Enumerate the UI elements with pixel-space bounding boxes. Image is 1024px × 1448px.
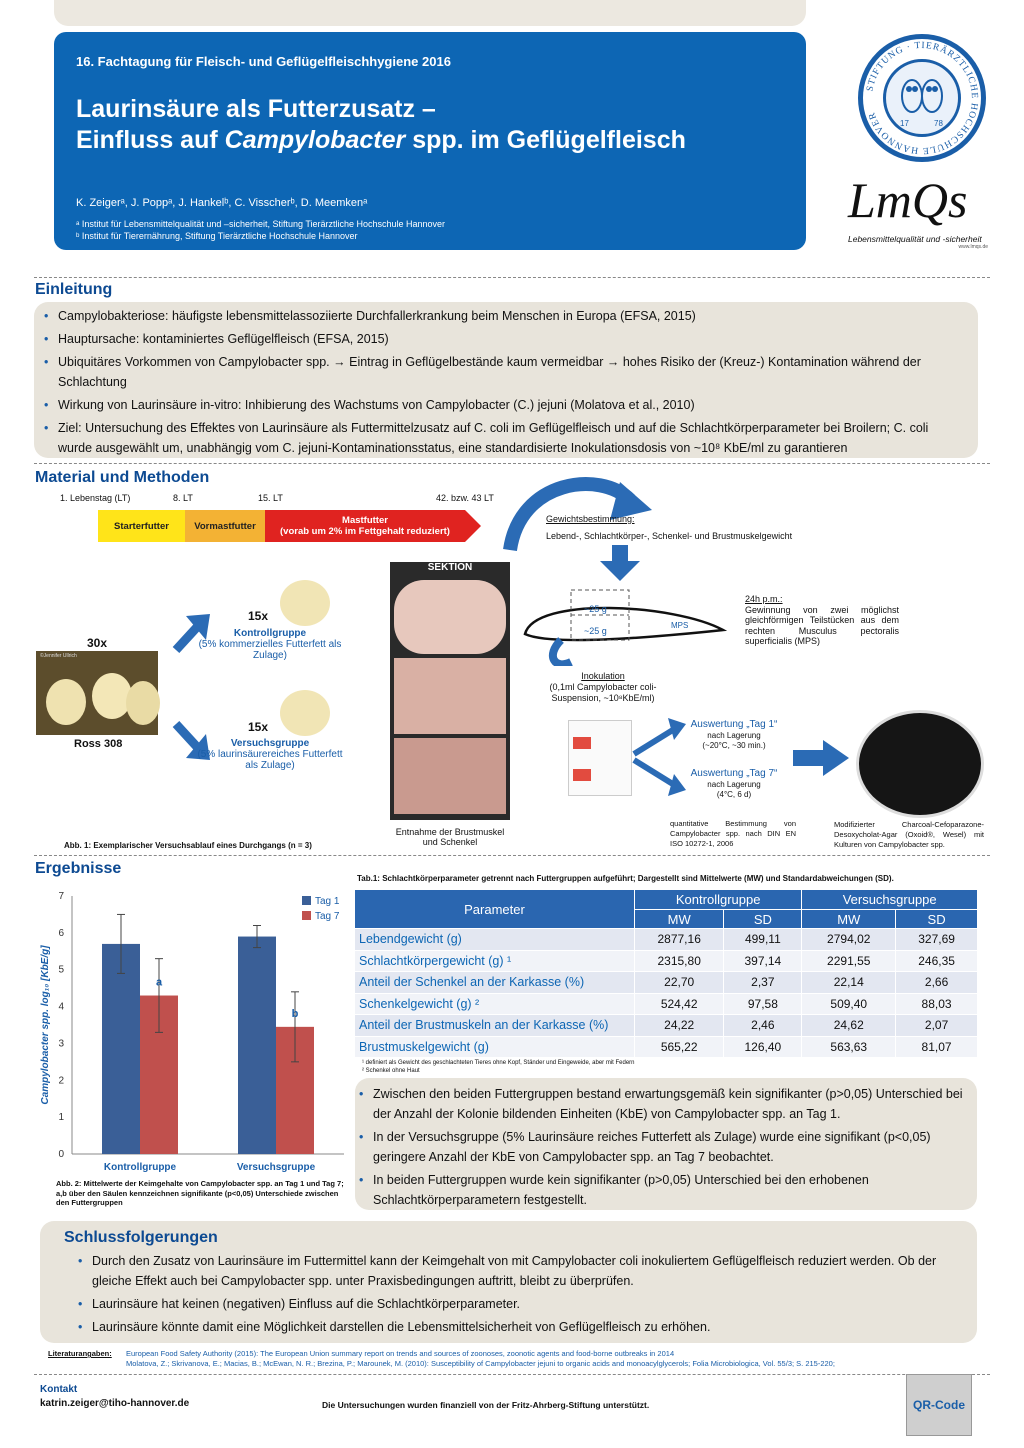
arrow-head-icon — [465, 510, 481, 542]
figure2-caption: Abb. 2: Mittelwerte der Keimgehalte von Campylobacter spp. an Tag 1 und Tag 7; a,b über den Säulen kennzeichnen signifikante (p<0,05) Unterschiede zwischen den Futtergruppen — [56, 1179, 344, 1207]
agar-plate — [856, 710, 984, 818]
y-tick-label: 0 — [58, 1149, 64, 1160]
table-header: Kontrollgruppe — [635, 890, 802, 910]
poster-header — [54, 32, 806, 250]
einleitung-box — [34, 302, 978, 458]
right-arrow-icon — [793, 740, 849, 776]
legend-swatch — [302, 911, 311, 920]
qr-code[interactable]: QR-Code — [906, 1374, 972, 1436]
list-item: • Zwischen den beiden Futtergruppen bestand erwartungsgemäß kein signifikanter (p>0,05) Unterschied bei der Anzahl der Kolonie bildenden Einheiten (KbE) von Campylobacter spp. an Tag 1. — [357, 1084, 963, 1124]
section-schluss: Schlussfolgerungen — [64, 1229, 218, 1246]
tiho-seal-logo — [858, 34, 986, 162]
y-tick-label: 3 — [58, 1038, 64, 1050]
phase-vormast: Vormastfutter — [185, 510, 265, 542]
significance-label: a — [155, 976, 163, 989]
timeline-label: 1. Lebenstag (LT) — [60, 493, 131, 503]
y-tick-label: 5 — [58, 964, 64, 976]
phase-starter: Starterfutter — [98, 510, 185, 542]
y-tick-label: 6 — [58, 927, 64, 939]
owl-icon — [886, 62, 958, 134]
table-row: Anteil der Schenkel an der Karkasse (%) 22,70 2,37 22,14 2,66 — [355, 972, 978, 994]
category-label: Kontrollgruppe — [103, 1162, 177, 1173]
list-item: • Durch den Zusatz von Laurinsäure im Futtermittel kann der Keimgehalt von mit Campylobacter coli inokuliertem Geflügelfleisch reduziert werden. Ob der gleiche Effekt auch bei Campylobacter spp. unter Praxisbedingungen auftritt, bleibt zu überprüfen. — [76, 1251, 963, 1291]
legend-swatch — [302, 896, 311, 905]
chick-image — [280, 690, 330, 736]
y-tick-label: 2 — [58, 1075, 64, 1087]
list-item: • Campylobakteriose: häufigste lebensmittelassoziierte Durchfallerkrankung beim Menschen in Europa (EFSA, 2015) — [42, 306, 964, 326]
section-methoden: Material und Methoden — [35, 469, 210, 486]
kontrollgruppe-label: Kontrollgruppe (5% kommerzielles Futterfett als Zulage) — [198, 628, 342, 661]
contact-label: Kontakt — [40, 1384, 78, 1395]
list-item: • Laurinsäure könnte damit eine Möglichkeit darstellen die Lebensmittelsicherheit von Geflügelfleisch zu erhöhen. — [76, 1317, 963, 1337]
table-row: Brustmuskelgewicht (g) 565,22 126,40 563,63 81,07 — [355, 1036, 978, 1058]
bar — [238, 937, 276, 1154]
legend-label: Tag 1 — [315, 896, 340, 907]
lmqs-logo: LmQs Lebensmittelqualität und -sicherheit www.lmqs.de — [848, 172, 988, 250]
svg-text:STIFTUNG · TIERÄRZTLICHE HOCHS: STIFTUNG · TIERÄRZTLICHE HOCHSCHULE HANNOVER — [865, 40, 980, 156]
table-row: Lebendgewicht (g) 2877,16 499,11 2794,02 327,69 — [355, 929, 978, 951]
tag7-note: Auswertung „Tag 7“ nach Lagerung (4°C, 6 d) — [690, 768, 778, 799]
ergebnisse-box — [355, 1078, 977, 1210]
conference-name: 16. Fachtagung für Fleisch- und Geflügelfleischhygiene 2016 — [76, 54, 451, 69]
list-item: • In beiden Futtergruppen wurde kein signifikanter (p>0,05) Unterschied bei den erhobenen Schlachtkörperparametern festgestellt. — [357, 1170, 963, 1210]
y-axis-title: Campylobacter spp. log₁₀ [KbE/g] — [40, 945, 51, 1105]
timeline-label: 8. LT — [173, 493, 193, 503]
chick-image — [280, 580, 330, 626]
pm-note: 24h p.m.: Gewinnung von zwei möglichst gleichförmigen Teilstücken aus dem rechten Musculus pectoralis superficialis (MPS) — [745, 594, 899, 646]
list-item: • In der Versuchsgruppe (5% Laurinsäure reiches Futterfett als Zulage) wurde eine signifikant (p<0,05) geringere Anzahl der KbE von Campylobacter spp. an Tag 7 beobachtet. — [357, 1127, 963, 1167]
authors: K. Zeigerᵃ, J. Poppᵃ, J. Hankelᵇ, C. Visscherᵇ, D. Meemkenᵃ — [76, 197, 368, 209]
bar — [102, 944, 140, 1154]
table-header: Versuchsgruppe — [802, 890, 978, 910]
significance-label: b — [291, 1007, 299, 1020]
feeding-timeline — [98, 510, 481, 542]
section-einleitung: Einleitung — [35, 281, 113, 298]
table-header: Parameter — [355, 890, 635, 929]
contact-email[interactable]: katrin.zeiger@tiho-hannover.de — [40, 1398, 190, 1409]
curved-arrow-icon — [480, 470, 680, 580]
inokulation-note: Inokulation (0,1ml Campylobacter coli-Suspension, ~10⁸KbE/ml) — [549, 671, 657, 703]
category-label: Versuchsgruppe — [236, 1162, 316, 1173]
poster-title: Laurinsäure als Futterzusatz – Einfluss auf Campylobacter spp. im Geflügelfleisch — [76, 95, 686, 154]
chicks-photo: ©Jennifer Ullrich — [36, 651, 158, 735]
y-tick-label: 7 — [58, 891, 64, 902]
schluss-box — [40, 1221, 977, 1343]
legend-label: Tag 7 — [315, 911, 340, 922]
split-arrows-icon — [632, 714, 686, 800]
table-footnotes: ¹ definiert als Gewicht des geschlachteten Tieres ohne Kopf, Ständer und Eingeweide, aber mit Federn ² Schenkel ohne Haut — [362, 1060, 635, 1074]
muscle-diagram — [515, 586, 730, 666]
figure1-caption: Abb. 1: Exemplarischer Versuchsablauf eines Durchgangs (n = 3) — [64, 841, 312, 850]
phase-mast: Mastfutter (vorab um 2% im Fettgehalt reduziert) — [265, 510, 465, 542]
list-item: • Laurinsäure hat keinen (negativen) Einfluss auf die Schlachtkörperparameter. — [76, 1294, 963, 1314]
y-tick-label: 1 — [58, 1112, 64, 1124]
list-item: • Wirkung von Laurinsäure in-vitro: Inhibierung des Wachstums von Campylobacter (C.) jejuni (Molatova et al., 2010) — [42, 395, 964, 415]
timeline-label: 15. LT — [258, 493, 283, 503]
table-row: Schenkelgewicht (g) ² 524,42 97,58 509,40 88,03 — [355, 993, 978, 1015]
section-ergebnisse: Ergebnisse — [35, 860, 122, 877]
campylobacter-bar-chart — [34, 884, 354, 1176]
carcass-table: Parameter Kontrollgruppe Versuchsgruppe MW SD MW SD Lebendgewicht (g) 2877,16 499,11 2794,02 327,69 Schlachtkörpergewicht (g) ¹ 2315,80 397,14 2291,55 246,35 Anteil der Schenkel an der Karkasse (%) 22,70 2,37 22,14 2,66 Schenkelgewicht (g) ² 524,42 97,58 509,40 88,03 Anteil der Brustmuskeln an der Karkasse (%) 24,22 2,46 24,62 2,07 Brustmuskelgewicht (g) 565,22 126,40 563,63 81,07 — [354, 889, 978, 1058]
sample-tubes — [568, 720, 632, 796]
svg-text:17: 17 — [900, 119, 909, 128]
einleitung-list — [34, 302, 978, 458]
top-bar — [54, 0, 806, 26]
list-item: • Ubiquitäres Vorkommen von Campylobacter spp. → Eintrag in Geflügelbestände kaum vermeidbar → hohes Risiko der (Kreuz-) Kontamination während der Schlachtung — [42, 352, 964, 392]
tag1-note: Auswertung „Tag 1“ nach Lagerung (~20°C, ~30 min.) — [690, 719, 778, 750]
y-tick-label: 4 — [58, 1001, 64, 1013]
table-caption: Tab.1: Schlachtkörperparameter getrennt nach Futtergruppen aufgeführt; Dargestellt sind Mittelwerte (MW) und Standardabweichungen (SD). — [357, 874, 894, 883]
timeline-label: 42. bzw. 43 LT — [436, 493, 494, 503]
sektion-photos: SEKTION — [390, 562, 510, 820]
table-row: Anteil der Brustmuskeln an der Karkasse (%) 24,22 2,46 24,62 2,07 — [355, 1015, 978, 1037]
versuchsgruppe-label: Versuchsgruppe (5% laurinsäurereiches Futterfett als Zulage) — [197, 738, 343, 771]
down-arrow-icon — [600, 545, 640, 581]
list-item: • Hauptursache: kontaminiertes Geflügelfleisch (EFSA, 2015) — [42, 329, 964, 349]
affiliations: ᵃ Institut für Lebensmittelqualität und –sicherheit, Stiftung Tierärztliche Hochschule Hannover ᵇ Institut für Tierernährung, Stiftung Tierärztliche Hochschule Hannover — [76, 219, 446, 241]
table-row: Schlachtkörpergewicht (g) ¹ 2315,80 397,14 2291,55 246,35 — [355, 950, 978, 972]
references: Literaturangaben: European Food Safety Authority (2015): The European Union summary report on trends and sources of zoonoses, zoonotic agents and food-borne outbreaks in 2014 Molatova, Z.; Skrivanova, E.; Macias, B.; McEwan, N. R.; Brezina, P.; Marounek, M. (2010): Susceptibility of Campylobacter jejuni to organic acids and monoacylglycerols; Folia Microbiologica, Vol. 55/3; S. 215-220; — [48, 1349, 835, 1368]
funding-note: Die Untersuchungen wurden finanziell von der Fritz-Ahrberg-Stiftung unterstützt. — [322, 1400, 650, 1410]
svg-text:78: 78 — [934, 119, 943, 128]
list-item: • Ziel: Untersuchung des Effektes von Laurinsäure als Futtermittelzusatz auf C. coli im Geflügelfleisch und auf die Schlachtkörperparameter bei Broilern; C. coli wurde ausgewählt um, unabhängig vom C. jejuni-Kontaminationsstatus, eine standardisierte Inokulationsdosis von ~10⁸ KbE/ml zu garantieren — [42, 418, 964, 458]
